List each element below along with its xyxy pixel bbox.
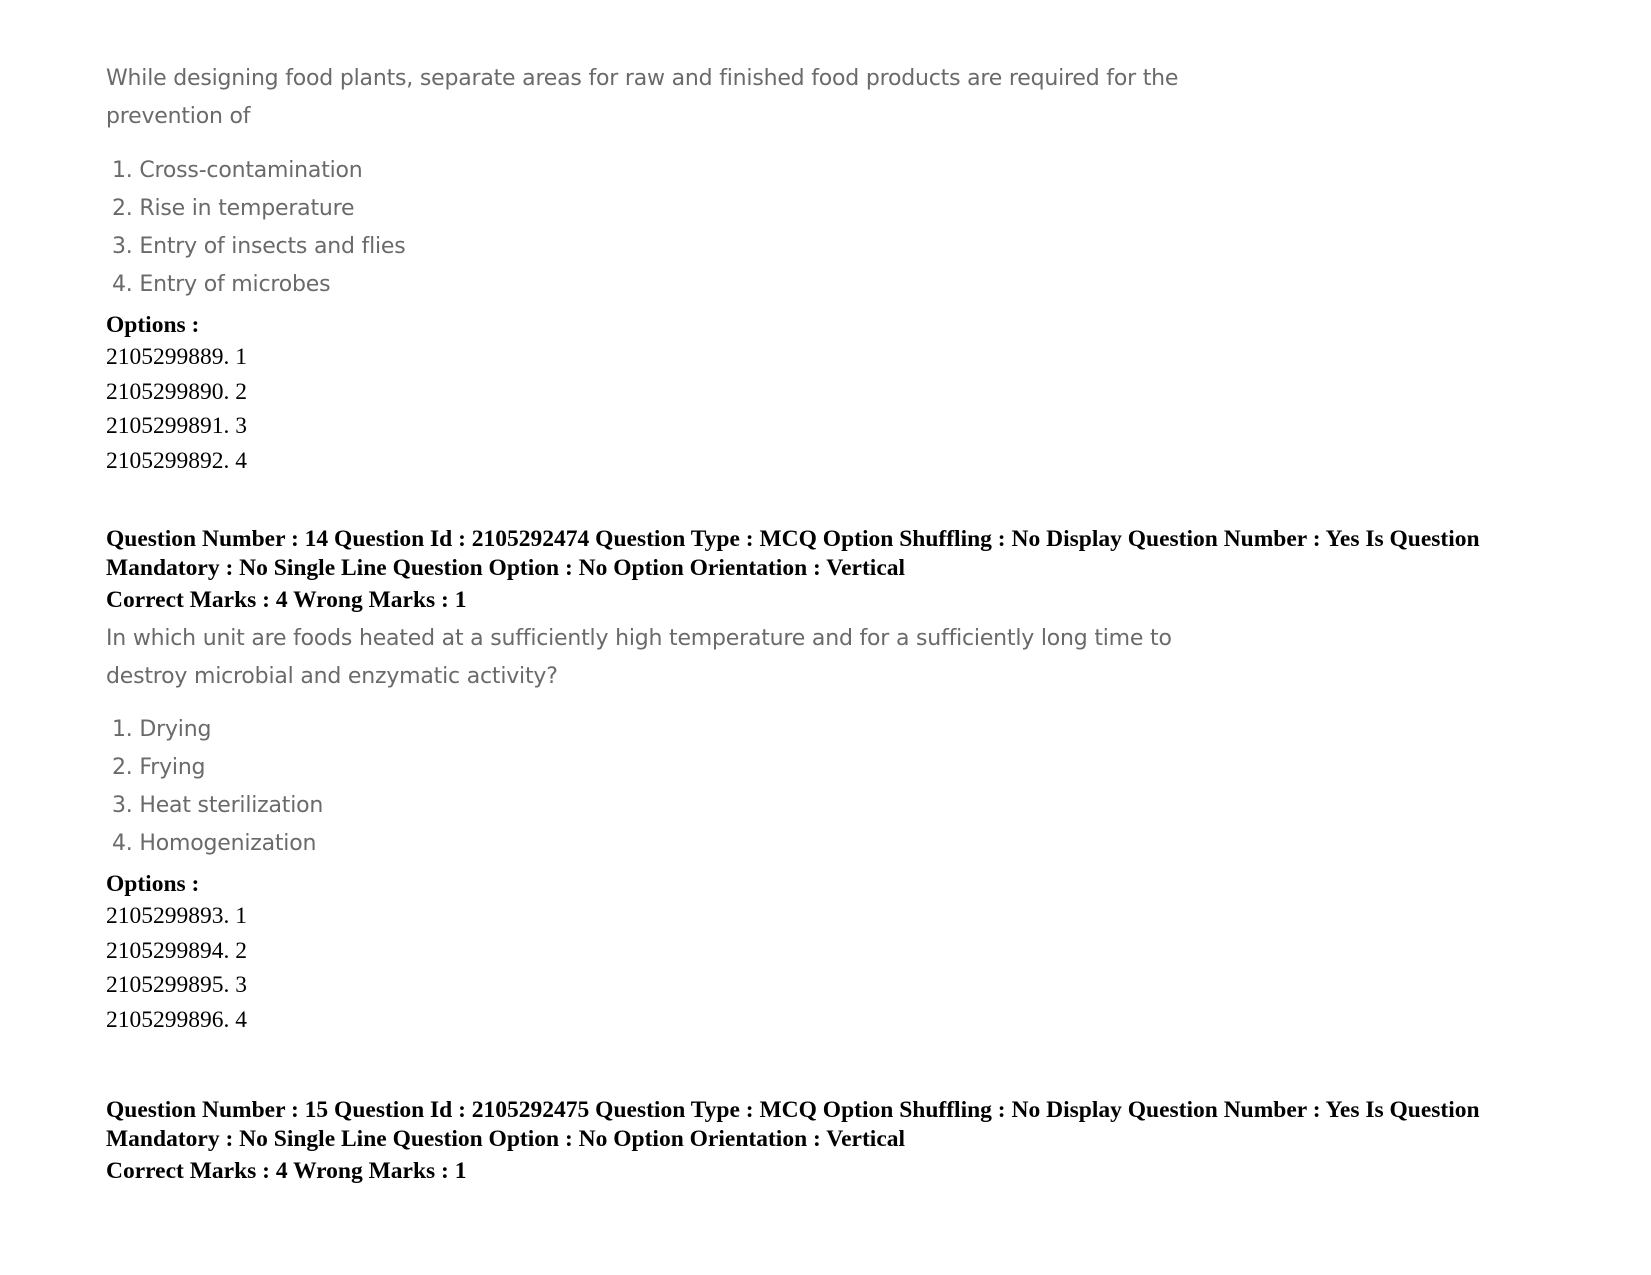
question-14-options xyxy=(106,899,247,1037)
choice-item: 2. Rise in temperature xyxy=(112,196,355,221)
option-item: 2105299890. 2 xyxy=(106,378,247,405)
choice-item: 3. Heat sterilization xyxy=(112,793,324,818)
choice-item: 1. Cross-contamination xyxy=(112,158,363,183)
option-item: 2105299889. 1 xyxy=(106,344,247,370)
choice-item: 4. Entry of microbes xyxy=(112,272,331,297)
question-13-choices xyxy=(112,152,406,304)
choice-item: 2. Frying xyxy=(112,755,206,780)
choice-item: 1. Drying xyxy=(112,717,212,742)
option-item: 2105299892. 4 xyxy=(106,447,247,474)
choice-item: 4. Homogenization xyxy=(112,831,317,856)
question-15-marks: Correct Marks : 4 Wrong Marks : 1 xyxy=(106,1158,467,1184)
option-item: 2105299896. 4 xyxy=(106,1006,247,1033)
option-item: 2105299894. 2 xyxy=(106,937,247,964)
question-13-text: While designing food plants, separate areas for raw and finished food products are required for the prevention of xyxy=(106,66,1179,129)
question-14-options-label: Options : xyxy=(106,871,200,897)
question-14-text: In which unit are foods heated at a sufficiently high temperature and for a sufficiently long time to destroy microbial and enzymatic activity? xyxy=(106,626,1172,689)
question-14-choices xyxy=(112,711,323,863)
question-13-options xyxy=(106,340,247,478)
question-13-options-label: Options : xyxy=(106,312,200,338)
option-item: 2105299893. 1 xyxy=(106,903,247,929)
option-item: 2105299891. 3 xyxy=(106,413,247,439)
question-14-marks: Correct Marks : 4 Wrong Marks : 1 xyxy=(106,587,467,613)
question-15-meta: Question Number : 15 Question Id : 2105292475 Question Type : MCQ Option Shuffling : No Display Question Number : Yes Is Question Mandatory : No Single Line Question Option : No Option Orientation : Vertical xyxy=(106,1097,1480,1152)
option-item: 2105299895. 3 xyxy=(106,972,247,998)
question-14-meta: Question Number : 14 Question Id : 2105292474 Question Type : MCQ Option Shuffling : No Display Question Number : Yes Is Question Mandatory : No Single Line Question Option : No Option Orientation : Vertical xyxy=(106,526,1480,581)
choice-item: 3. Entry of insects and flies xyxy=(112,234,406,259)
